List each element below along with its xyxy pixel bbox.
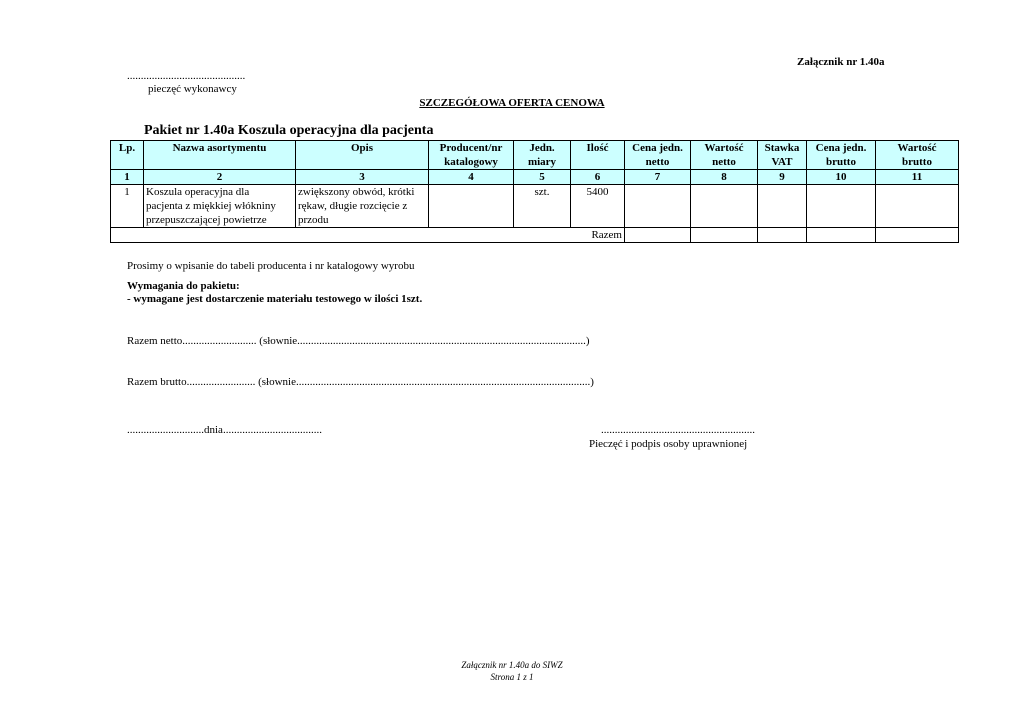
footer-attachment: Załącznik nr 1.40a do SIWZ xyxy=(461,660,563,670)
header-unit-net xyxy=(625,141,691,170)
requirement-item: - wymagane jest dostarczenie materiału testowego w ilości 1szt. xyxy=(127,293,423,305)
column-number: 1 xyxy=(111,170,144,185)
header-unit-gross xyxy=(807,141,876,170)
cell-desc-l2: rękaw, długie rozcięcie z xyxy=(298,200,408,212)
total-net-line: Razem netto........................... (słownie.........................................................................................................) xyxy=(127,335,590,347)
header-unit-l2: miary xyxy=(527,156,557,168)
table-row xyxy=(111,185,959,228)
total-row xyxy=(111,228,959,243)
column-number: 3 xyxy=(296,170,429,185)
column-number: 7 xyxy=(625,170,691,185)
header-desc-label: Opis xyxy=(350,142,373,154)
cell-vat[interactable] xyxy=(758,185,807,228)
cell-producer[interactable] xyxy=(429,185,514,228)
header-vat-l1: Stawka xyxy=(764,142,800,154)
total-gross-line: Razem brutto......................... (słownie...........................................................................................................) xyxy=(127,376,594,388)
header-name-label: Nazwa asortymentu xyxy=(172,142,267,154)
header-value-gross-l1: Wartość xyxy=(897,142,937,154)
total-vat[interactable] xyxy=(758,228,807,243)
column-number: 4 xyxy=(429,170,514,185)
header-value-gross-l2: brutto xyxy=(902,156,932,168)
header-desc xyxy=(296,141,429,170)
cell-lp: 1 xyxy=(111,185,144,228)
offer-table xyxy=(110,140,959,243)
cell-name xyxy=(144,185,296,228)
header-unit-gross-l2: brutto xyxy=(826,156,856,168)
cell-unit-gross[interactable] xyxy=(807,185,876,228)
header-vat-l2: VAT xyxy=(771,156,793,168)
offer-title: SZCZEGÓŁOWA OFERTA CENOWA xyxy=(419,97,605,109)
column-number: 11 xyxy=(876,170,959,185)
header-producer-l1: Producent/nr xyxy=(439,142,503,154)
header-value-net xyxy=(691,141,758,170)
stamp-dots: ........................................... xyxy=(127,70,246,82)
table-header-row xyxy=(111,141,959,170)
header-producer-l2: katalogowy xyxy=(444,156,498,168)
column-number: 2 xyxy=(144,170,296,185)
header-unit-net-l1: Cena jedn. xyxy=(632,142,683,154)
date-line: ............................dnia.................................... xyxy=(127,424,322,436)
header-value-net-l2: netto xyxy=(712,156,736,168)
header-value-gross xyxy=(876,141,959,170)
column-number: 9 xyxy=(758,170,807,185)
package-title: Pakiet nr 1.40a Koszula operacyjna dla pacjenta xyxy=(144,123,434,138)
cell-qty: 5400 xyxy=(571,185,625,228)
cell-name-l3: przepuszczającej powietrze xyxy=(146,214,267,226)
header-lp xyxy=(111,141,144,170)
header-producer xyxy=(429,141,514,170)
header-unit-net-l2: netto xyxy=(645,156,670,168)
column-number: 5 xyxy=(514,170,571,185)
header-qty-label: Ilość xyxy=(586,142,609,154)
header-unit xyxy=(514,141,571,170)
cell-desc-l1: zwiększony obwód, krótki xyxy=(298,186,415,198)
column-number: 8 xyxy=(691,170,758,185)
header-lp-label: Lp. xyxy=(118,142,136,154)
column-number: 10 xyxy=(807,170,876,185)
header-value-net-l1: Wartość xyxy=(704,142,744,154)
cell-value-net[interactable] xyxy=(691,185,758,228)
column-number-row xyxy=(111,170,959,185)
cell-value-gross[interactable] xyxy=(876,185,959,228)
stamp-label: pieczęć wykonawcy xyxy=(148,83,237,95)
total-value-net[interactable] xyxy=(691,228,758,243)
header-vat xyxy=(758,141,807,170)
cell-name-l1: Koszula operacyjna dla xyxy=(146,186,250,198)
cell-name-l2: pacjenta z miękkiej włókniny xyxy=(146,200,276,212)
header-qty xyxy=(571,141,625,170)
cell-unit-net[interactable] xyxy=(625,185,691,228)
total-value-gross[interactable] xyxy=(876,228,959,243)
cell-desc xyxy=(296,185,429,228)
signature-label: Pieczęć i podpis osoby uprawnionej xyxy=(589,438,748,450)
attachment-label: Załącznik nr 1.40a xyxy=(797,56,885,68)
total-label: Razem xyxy=(111,228,625,243)
requirements-title: Wymagania do pakietu: xyxy=(127,280,240,292)
signature-dots: ........................................................ xyxy=(601,424,755,436)
header-name xyxy=(144,141,296,170)
cell-unit: szt. xyxy=(514,185,571,228)
cell-desc-l3: przodu xyxy=(298,214,329,226)
footer-page: Strona 1 z 1 xyxy=(490,672,534,682)
header-unit-gross-l1: Cena jedn. xyxy=(815,142,867,154)
total-unit-gross[interactable] xyxy=(807,228,876,243)
header-unit-l1: Jedn. xyxy=(529,142,555,154)
total-unit-net[interactable] xyxy=(625,228,691,243)
request-note: Prosimy o wpisanie do tabeli producenta i nr katalogowy wyrobu xyxy=(127,260,415,272)
column-number: 6 xyxy=(571,170,625,185)
